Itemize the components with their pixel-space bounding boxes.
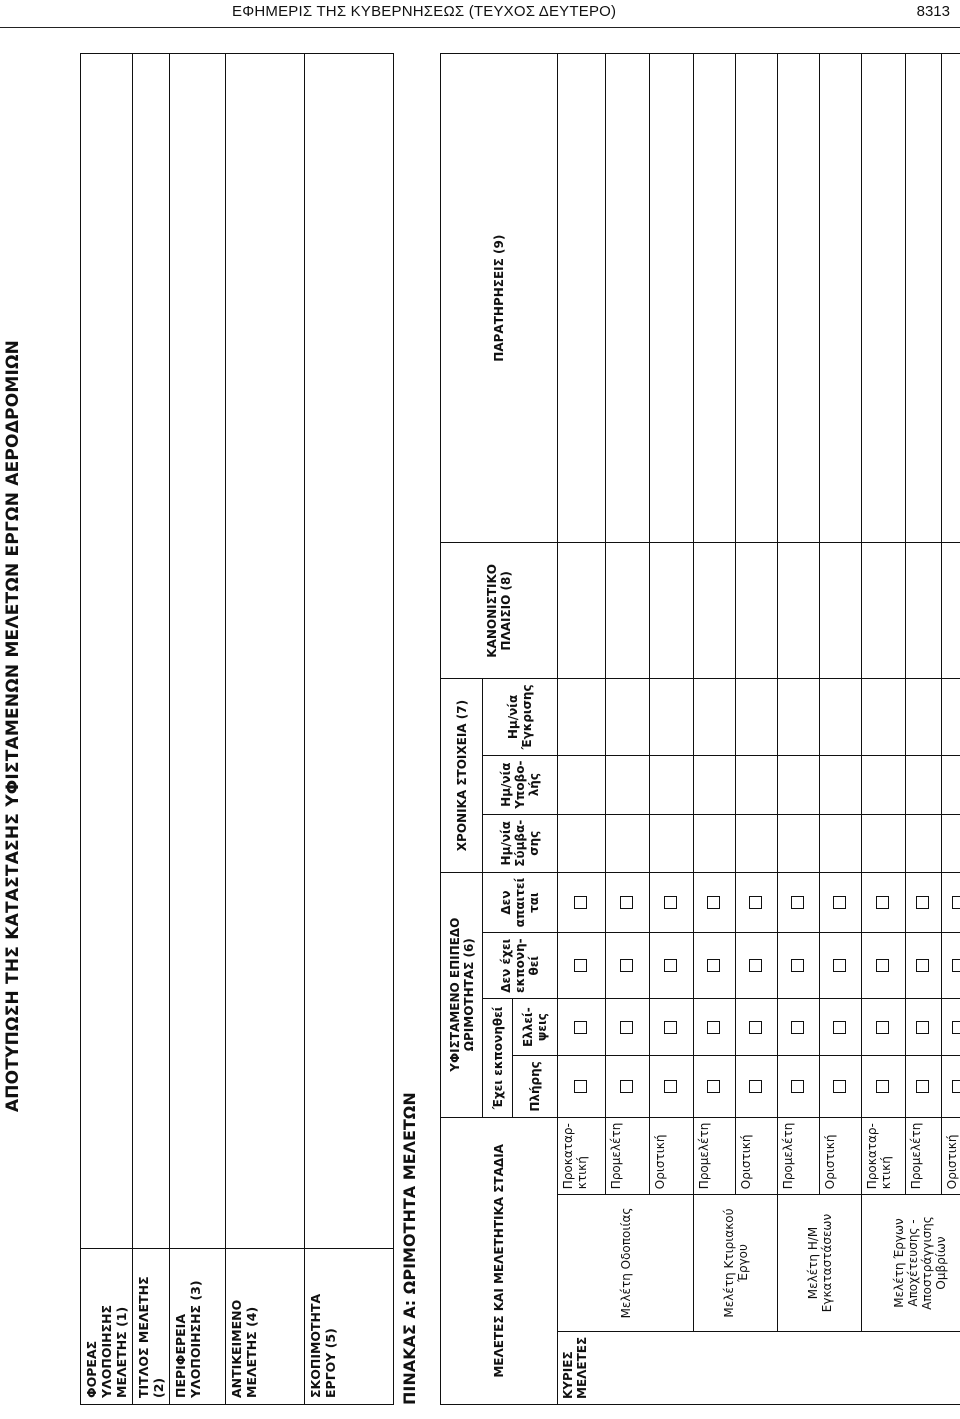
field-project-purpose: ΣΚΟΠΙΜΟΤΗΤΑ ΕΡΓΟΥ (5) bbox=[305, 1249, 394, 1405]
header-remarks: ΠΑΡΑΤΗΡΗΣΕΙΣ (9) bbox=[441, 54, 558, 543]
cell-approval-date[interactable] bbox=[558, 679, 606, 755]
field-study-title: ΤΙΤΛΟΣ ΜΕΛΕΤΗΣ (2) bbox=[133, 1249, 170, 1405]
checkbox-partial[interactable] bbox=[707, 1021, 720, 1034]
stage-label: Οριστική bbox=[736, 1117, 778, 1195]
cell-contract-date[interactable] bbox=[942, 814, 960, 872]
header-approval-date: Ημ/νία Έγκρισης bbox=[483, 679, 558, 755]
checkbox-not-done[interactable] bbox=[833, 959, 846, 972]
gazette-title: ΕΦΗΜΕΡΙΣ ΤΗΣ ΚΥΒΕΡΝΗΣΕΩΣ (ΤΕΥΧΟΣ ΔΕΥΤΕΡΟ) bbox=[232, 3, 617, 20]
cell-contract-date[interactable] bbox=[778, 814, 820, 872]
field-implementing-body: ΦΟΡΕΑΣ ΥΛΟΠΟΙΗΣΗΣ ΜΕΛΕΤΗΣ (1) bbox=[81, 1249, 133, 1405]
group-road-study: Μελέτη Οδοποιίας bbox=[558, 1195, 694, 1332]
checkbox-not-required[interactable] bbox=[707, 896, 720, 909]
header-full: Πλήρης bbox=[513, 1056, 558, 1117]
cell-approval-date[interactable] bbox=[862, 679, 906, 755]
header-partial: Ελλεί-ψεις bbox=[513, 999, 558, 1056]
value-region[interactable] bbox=[170, 54, 226, 1249]
checkbox-not-done[interactable] bbox=[749, 959, 762, 972]
stage-label: Προμελέτη bbox=[906, 1117, 942, 1195]
checkbox-not-done[interactable] bbox=[620, 959, 633, 972]
header-done: Έχει εκπονηθεί bbox=[483, 999, 513, 1118]
group-drainage-study: Μελέτη Έργων Αποχέτευσης - Αποστράγγισης Ομβρίων bbox=[862, 1195, 960, 1332]
value-implementing-body[interactable] bbox=[81, 54, 133, 1249]
group-building-study: Μελέτη Κτιριακού Έργου bbox=[694, 1195, 778, 1332]
cell-approval-date[interactable] bbox=[778, 679, 820, 755]
checkbox-not-done[interactable] bbox=[791, 959, 804, 972]
cell-approval-date[interactable] bbox=[606, 679, 650, 755]
checkbox-not-done[interactable] bbox=[916, 959, 929, 972]
field-study-object: ΑΝΤΙΚΕΙΜΕΝΟ ΜΕΛΕΤΗΣ (4) bbox=[226, 1249, 305, 1405]
rotated-page-area bbox=[0, 33, 960, 1419]
cell-remarks[interactable] bbox=[694, 54, 736, 543]
checkbox-partial[interactable] bbox=[749, 1021, 762, 1034]
checkbox-partial[interactable] bbox=[574, 1021, 587, 1034]
cell-submission-date[interactable] bbox=[820, 755, 862, 814]
stage-label: Προμελέτη bbox=[778, 1117, 820, 1195]
value-study-object[interactable] bbox=[226, 54, 305, 1249]
header-submission-date: Ημ/νία Υποβο-λής bbox=[483, 755, 558, 814]
checkbox-partial[interactable] bbox=[833, 1021, 846, 1034]
header-studies: ΜΕΛΕΤΕΣ ΚΑΙ ΜΕΛΕΤΗΤΙΚΑ ΣΤΑΔΙΑ bbox=[441, 1117, 558, 1404]
stage-label: Οριστική bbox=[820, 1117, 862, 1195]
value-study-title[interactable] bbox=[133, 54, 170, 1249]
checkbox-full[interactable] bbox=[620, 1080, 633, 1093]
cell-remarks[interactable] bbox=[650, 54, 694, 543]
cell-submission-date[interactable] bbox=[862, 755, 906, 814]
cell-framework[interactable] bbox=[942, 543, 960, 679]
checkbox-not-required[interactable] bbox=[833, 896, 846, 909]
checkbox-full[interactable] bbox=[952, 1080, 960, 1093]
cell-submission-date[interactable] bbox=[606, 755, 650, 814]
info-table bbox=[80, 53, 394, 1405]
header-not-done: Δεν έχει εκπονη-θεί bbox=[483, 933, 558, 999]
checkbox-not-done[interactable] bbox=[952, 959, 960, 972]
header-framework: ΚΑΝΟΝΙΣΤΙΚΟ ΠΛΑΙΣΙΟ (8) bbox=[441, 543, 558, 679]
cell-framework[interactable] bbox=[736, 543, 778, 679]
checkbox-not-done[interactable] bbox=[876, 959, 889, 972]
checkbox-not-required[interactable] bbox=[620, 896, 633, 909]
checkbox-partial[interactable] bbox=[916, 1021, 929, 1034]
document-title: ΑΠΟΤΥΠΩΣΗ ΤΗΣ ΚΑΤΑΣΤΑΣΗΣ ΥΦΙΣΤΑΜΕΝΩΝ ΜΕΛΕΤΩΝ ΕΡΓΩΝ ΑΕΡΟΔΡΟΜΙΩΝ bbox=[3, 339, 23, 1113]
cell-framework[interactable] bbox=[906, 543, 942, 679]
cell-submission-date[interactable] bbox=[778, 755, 820, 814]
maturity-table bbox=[440, 53, 960, 1405]
stage-label: Οριστική bbox=[650, 1117, 694, 1195]
cell-contract-date[interactable] bbox=[862, 814, 906, 872]
cell-approval-date[interactable] bbox=[820, 679, 862, 755]
cell-contract-date[interactable] bbox=[606, 814, 650, 872]
checkbox-partial[interactable] bbox=[620, 1021, 633, 1034]
cell-approval-date[interactable] bbox=[694, 679, 736, 755]
cell-remarks[interactable] bbox=[942, 54, 960, 543]
checkbox-not-required[interactable] bbox=[952, 896, 960, 909]
header-contract-date: Ημ/νία Σύμβα-σης bbox=[483, 814, 558, 872]
cell-approval-date[interactable] bbox=[906, 679, 942, 755]
checkbox-full[interactable] bbox=[876, 1080, 889, 1093]
cell-framework[interactable] bbox=[862, 543, 906, 679]
checkbox-full[interactable] bbox=[749, 1080, 762, 1093]
checkbox-not-done[interactable] bbox=[707, 959, 720, 972]
checkbox-full[interactable] bbox=[707, 1080, 720, 1093]
cell-submission-date[interactable] bbox=[558, 755, 606, 814]
cell-remarks[interactable] bbox=[862, 54, 906, 543]
cell-remarks[interactable] bbox=[778, 54, 820, 543]
stage-label: Προμελέτη bbox=[606, 1117, 650, 1195]
stage-label: Προκαταρ-κτική bbox=[862, 1117, 906, 1195]
cell-submission-date[interactable] bbox=[906, 755, 942, 814]
checkbox-full[interactable] bbox=[574, 1080, 587, 1093]
rotated-form bbox=[0, 33, 960, 1419]
group-electromechanical-study: Μελέτη Η/Μ Εγκαταστάσεων bbox=[778, 1195, 862, 1332]
header-dates: ΧΡΟΝΙΚΑ ΣΤΟΙΧΕΙΑ (7) bbox=[441, 679, 483, 872]
checkbox-not-done[interactable] bbox=[574, 959, 587, 972]
page-header bbox=[0, 3, 960, 25]
cell-contract-date[interactable] bbox=[650, 814, 694, 872]
cell-remarks[interactable] bbox=[736, 54, 778, 543]
cell-contract-date[interactable] bbox=[558, 814, 606, 872]
cell-submission-date[interactable] bbox=[736, 755, 778, 814]
field-region: ΠΕΡΙΦΕΡΕΙΑ ΥΛΟΠΟΙΗΣΗΣ (3) bbox=[170, 1249, 226, 1405]
checkbox-not-required[interactable] bbox=[916, 896, 929, 909]
cell-approval-date[interactable] bbox=[942, 679, 960, 755]
stage-label: Προμελέτη bbox=[694, 1117, 736, 1195]
checkbox-not-required[interactable] bbox=[749, 896, 762, 909]
cell-remarks[interactable] bbox=[606, 54, 650, 543]
cell-approval-date[interactable] bbox=[736, 679, 778, 755]
cell-framework[interactable] bbox=[778, 543, 820, 679]
cell-contract-date[interactable] bbox=[694, 814, 736, 872]
cell-framework[interactable] bbox=[650, 543, 694, 679]
checkbox-not-required[interactable] bbox=[876, 896, 889, 909]
stage-label: Οριστική bbox=[942, 1117, 960, 1195]
section-title: ΠΙΝΑΚΑΣ Α: ΩΡΙΜΟΤΗΤΑ ΜΕΛΕΤΩΝ bbox=[400, 1092, 419, 1405]
header-maturity: ΥΦΙΣΤΑΜΕΝΟ ΕΠΙΠΕΔΟ ΩΡΙΜΟΤΗΤΑΣ (6) bbox=[441, 872, 483, 1117]
checkbox-partial[interactable] bbox=[664, 1021, 677, 1034]
cell-submission-date[interactable] bbox=[694, 755, 736, 814]
checkbox-partial[interactable] bbox=[791, 1021, 804, 1034]
checkbox-full[interactable] bbox=[664, 1080, 677, 1093]
checkbox-full[interactable] bbox=[791, 1080, 804, 1093]
main-studies-label: ΚΥΡΙΕΣ ΜΕΛΕΤΕΣ bbox=[558, 1331, 960, 1404]
checkbox-not-required[interactable] bbox=[664, 896, 677, 909]
checkbox-partial[interactable] bbox=[952, 1021, 960, 1034]
cell-contract-date[interactable] bbox=[820, 814, 862, 872]
value-project-purpose[interactable] bbox=[305, 54, 394, 1249]
cell-framework[interactable] bbox=[694, 543, 736, 679]
cell-remarks[interactable] bbox=[558, 54, 606, 543]
checkbox-full[interactable] bbox=[833, 1080, 846, 1093]
cell-approval-date[interactable] bbox=[650, 679, 694, 755]
cell-submission-date[interactable] bbox=[650, 755, 694, 814]
cell-submission-date[interactable] bbox=[942, 755, 960, 814]
cell-framework[interactable] bbox=[820, 543, 862, 679]
cell-remarks[interactable] bbox=[820, 54, 862, 543]
checkbox-full[interactable] bbox=[916, 1080, 929, 1093]
cell-contract-date[interactable] bbox=[736, 814, 778, 872]
checkbox-not-required[interactable] bbox=[574, 896, 587, 909]
cell-framework[interactable] bbox=[606, 543, 650, 679]
cell-remarks[interactable] bbox=[906, 54, 942, 543]
header-not-required: Δεν απαιτεί ται bbox=[483, 872, 558, 933]
checkbox-not-required[interactable] bbox=[791, 896, 804, 909]
checkbox-not-done[interactable] bbox=[664, 959, 677, 972]
cell-contract-date[interactable] bbox=[906, 814, 942, 872]
page-number: 8313 bbox=[916, 3, 950, 20]
header-rule bbox=[0, 27, 960, 28]
stage-label: Προκαταρ-κτική bbox=[558, 1117, 606, 1195]
cell-framework[interactable] bbox=[558, 543, 606, 679]
checkbox-partial[interactable] bbox=[876, 1021, 889, 1034]
